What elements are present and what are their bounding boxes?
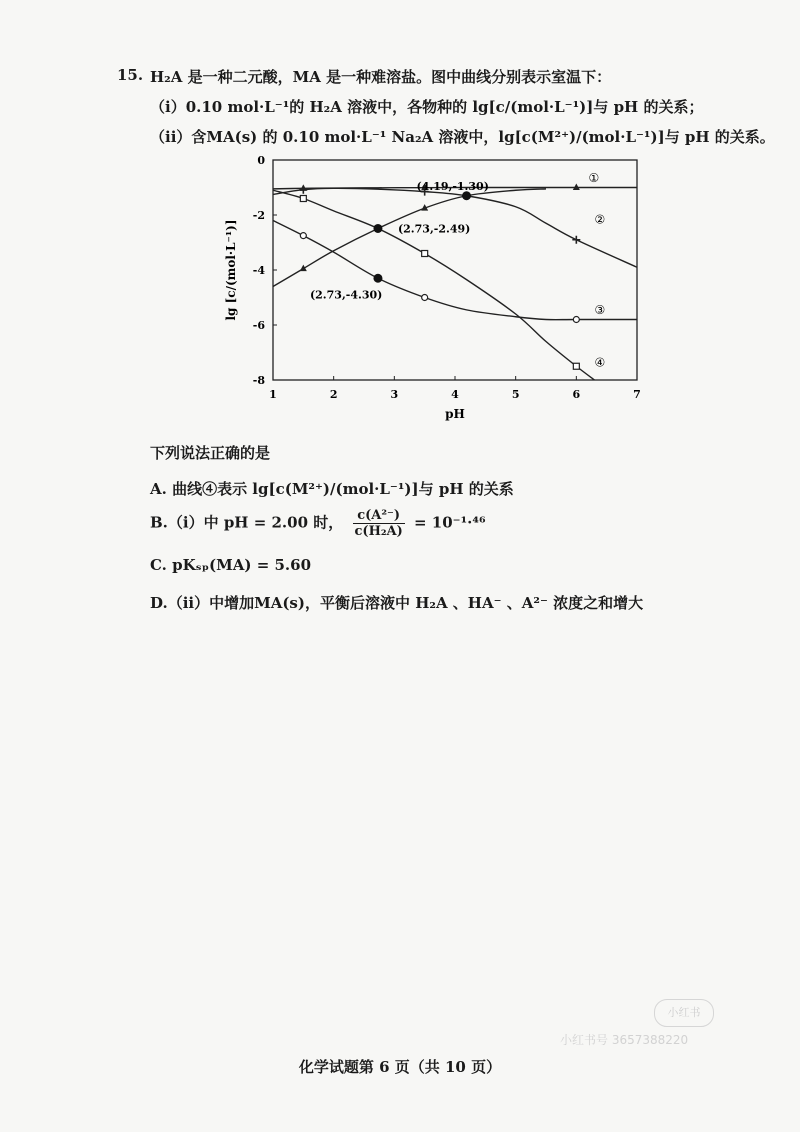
series-label: ④ bbox=[594, 355, 606, 370]
annotated-point bbox=[373, 274, 382, 283]
question-number: 15. bbox=[117, 66, 144, 84]
question-prompt: 下列说法正确的是 bbox=[150, 444, 271, 462]
x-tick-label: 3 bbox=[390, 388, 399, 401]
lg-concentration-vs-ph-chart bbox=[215, 150, 655, 440]
y-tick-label: 0 bbox=[257, 154, 265, 167]
point-annotation: (4.19,-1.30) bbox=[416, 179, 489, 193]
option-b-numerator: c(A²⁻) bbox=[353, 508, 405, 524]
point-annotation: (2.73,-4.30) bbox=[309, 288, 383, 302]
x-tick-label: 5 bbox=[511, 388, 520, 401]
y-axis-label: lg [c/(mol·L⁻¹)] bbox=[224, 219, 238, 321]
annotated-point bbox=[373, 224, 382, 233]
option-b-prefix: B.（i）中 pH = 2.00 时， bbox=[150, 513, 344, 532]
series-label: ② bbox=[594, 212, 606, 227]
y-tick-label: -4 bbox=[252, 264, 265, 277]
y-tick-label: -2 bbox=[252, 209, 265, 222]
data-point-square bbox=[573, 363, 579, 369]
data-point-square bbox=[422, 251, 428, 257]
option-c: C. pKₛₚ(MA) = 5.60 bbox=[150, 556, 312, 574]
data-point-triangle bbox=[573, 184, 580, 191]
data-point-circle bbox=[422, 295, 428, 301]
y-tick-label: -8 bbox=[252, 374, 265, 387]
x-tick-label: 6 bbox=[572, 388, 581, 401]
data-point-circle bbox=[573, 317, 579, 323]
series-label: ③ bbox=[594, 303, 606, 317]
x-tick-label: 2 bbox=[329, 388, 338, 401]
data-point-plus bbox=[572, 236, 580, 244]
question-intro: H₂A 是一种二元酸，MA 是一种难溶盐。图中曲线分别表示室温下： bbox=[150, 68, 612, 86]
option-a: A. 曲线④表示 lg[c(M²⁺)/(mol·L⁻¹)]与 pH 的关系 bbox=[150, 480, 514, 498]
watermark-badge: 小红书 bbox=[654, 999, 714, 1027]
series-label: ① bbox=[588, 171, 600, 185]
watermark-text: 小红书号 3657388220 bbox=[560, 1033, 689, 1047]
x-tick-label: 4 bbox=[451, 388, 459, 401]
question-condition-i: （i）0.10 mol·L⁻¹的 H₂A 溶液中，各物种的 lg[c/(mol·L⁻¹)]与 pH 的关系； bbox=[150, 98, 704, 116]
x-axis-label: pH bbox=[445, 407, 465, 421]
option-b-denominator: c(H₂A) bbox=[354, 524, 403, 539]
data-point-square bbox=[300, 196, 306, 202]
point-annotation: (2.73,-2.49) bbox=[397, 222, 471, 236]
x-tick-label: 1 bbox=[269, 388, 277, 401]
x-tick-label: 7 bbox=[633, 388, 641, 401]
plot-frame bbox=[273, 160, 637, 380]
option-d: D.（ii）中增加MA(s)，平衡后溶液中 H₂A 、HA⁻ 、A²⁻ 浓度之和增大 bbox=[150, 594, 644, 612]
question-condition-ii: （ii）含MA(s) 的 0.10 mol·L⁻¹ Na₂A 溶液中，lg[c(M²⁺)/(mol·L⁻¹)]与 pH 的关系。 bbox=[150, 128, 775, 146]
data-point-plus bbox=[299, 186, 307, 194]
y-tick-label: -6 bbox=[252, 319, 265, 332]
option-b-fraction bbox=[353, 508, 405, 539]
data-point-circle bbox=[300, 233, 306, 239]
option-b bbox=[150, 508, 486, 539]
series-line-4 bbox=[273, 190, 595, 380]
option-b-suffix: = 10⁻¹·⁴⁶ bbox=[414, 513, 486, 532]
page-footer: 化学试题第 6 页（共 10 页） bbox=[298, 1058, 502, 1076]
